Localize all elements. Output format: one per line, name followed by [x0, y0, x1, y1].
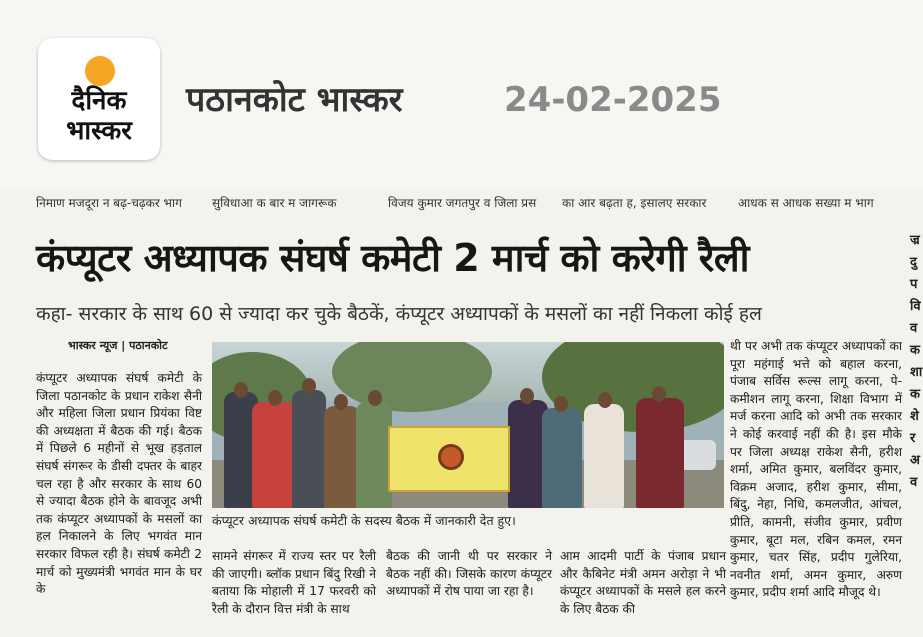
- article-column-bottom-2: बैठक की जानी थी पर सरकार ने बैठक नहीं की। जिसके कारण कंप्यूटर अध्यापकों में रोष पाया जा रहा है।: [386, 549, 552, 599]
- committee-emblem-icon: [438, 444, 464, 470]
- strip-text: का आर बढ़ता ह, इसालए सरकार: [562, 196, 707, 210]
- previous-article-strip: [0, 194, 923, 214]
- edition-date: 24-02-2025: [504, 80, 722, 120]
- app-header: [0, 0, 923, 190]
- article-headline: कंप्यूटर अध्यापक संघर्ष कमेटी 2 मार्च को करेगी रैली: [36, 236, 749, 280]
- edition-name: पठानकोट भास्कर: [186, 80, 403, 120]
- newspaper-clipping: [0, 190, 923, 637]
- article-subheadline: कहा- सरकार के साथ 60 से ज्यादा कर चुके बैठकें, कंप्यूटर अध्यापकों के मसलों का नहीं निकला कोई हल: [36, 303, 762, 325]
- article-column-bottom-3: आम आदमी पार्टी के पंजाब प्रधान और कैबिनेट मंत्री अमन अरोड़ा ने भी कंप्यूटर अध्यापकों के मसले हल करने के लिए बैठक की: [560, 549, 726, 616]
- photo-caption: कंप्यूटर अध्यापक संघर्ष कमेटी के सदस्य बैठक में जानकारी देत हुए।: [212, 513, 516, 528]
- committee-banner: [388, 426, 510, 492]
- article-column-left: कंप्यूटर अध्यापक संघर्ष कमेटी के जिला पठानकोट के प्रधान राकेश सैनी और महिला जिला प्रधान प्रियंका विष्ट की अध्यक्षता में बैठक की गई। बैठक में पिछले 6 महीनों से भूख हड़ताल संघर्ष संगरूर के डीसी दफ्तर के बाहर चल रहा है और सरकार के साथ 60 से ज्यादा बैठक होने के बावजूद अभी तक कंप्यूटर अध्यापकों के मसलों का हल निकालने के लिए भगवंत मान सरकार विफल रही है। संघर्ष कमेटी 2 मार्च को मुख्यमंत्री भगवंत मान के घर के: [36, 371, 202, 597]
- strip-text: विजय कुमार जगतपुर व जिला प्रस: [388, 196, 537, 210]
- strip-text: सुविधाआ क बार म जागरूक: [212, 196, 337, 210]
- dainik-bhaskar-logo: [38, 38, 160, 160]
- strip-text: आधक स आधक सख्या म भाग: [738, 196, 874, 210]
- strip-text: निमाण मजदूरा न बढ़-चढ़कर भाग: [36, 196, 182, 210]
- article-column-right: थी पर अभी तक कंप्यूटर अध्यापकों का पूरा महंगाई भत्ते को बहाल करना, पंजाब सर्विस रूल्स लागू करना, पे-कमीशन लागू करना, शिक्षा विभाग में मर्ज करना आदि को अभी तक सरकार ने कोई करवाई नहीं की है। इस मौके पर जिला अध्यक्ष राकेश सैनी, हरीश शर्मा, अमित कुमार, बलविंदर कुमार, विक्रम अजाद, हरीश कुमार, सीमा, बिंदु, नेहा, निधि, कमलजीत, आंचल, प्रीति, कामनी, संजीव कुमार, प्रवीण कुमार, बूटा मल, रबिन कमल, रमन कुमार, चतर सिंह, प्रदीप गुलेरिया, नवनीत शर्मा, अमन कुमार, अरुण कुमार, प्रदीप शर्मा आदि मौजूद थे।: [730, 339, 902, 600]
- sun-icon: [85, 56, 115, 86]
- article-column-bottom-1: सामने संगरूर में राज्य स्तर पर रैली की जाएगी। ब्लॉक प्रधान बिंदु रिखी ने बताया कि मोहाली में 17 फरवरी को रैली के दौरान वित्त मंत्री के साथ: [212, 549, 376, 616]
- logo-text-bhaskar: भास्कर: [66, 116, 132, 146]
- adjacent-article-edge: ज्र दु प वि व क शा क शे र अ व: [910, 233, 923, 490]
- article-photo: [212, 342, 724, 508]
- article-byline: भास्कर न्यूज | पठानकोट: [68, 339, 168, 352]
- logo-text-dainik: दैनिक: [71, 86, 127, 116]
